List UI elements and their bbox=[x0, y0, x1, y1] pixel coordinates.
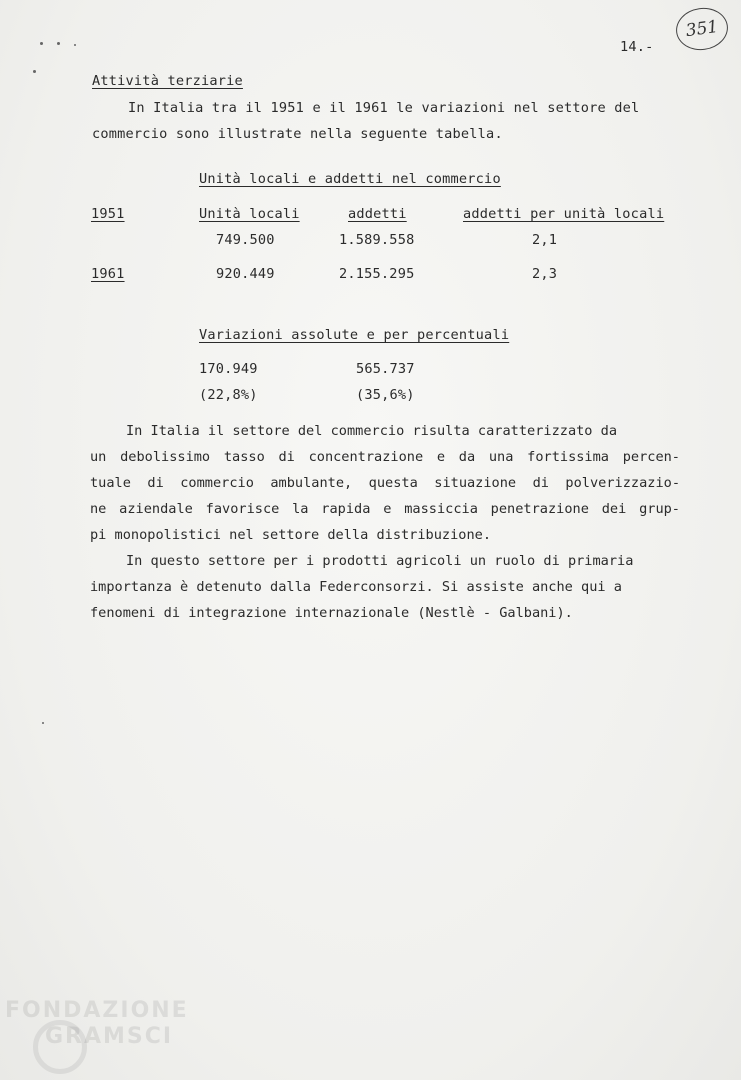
table-cell-employees-1951: 1.589.558 bbox=[339, 232, 415, 248]
variation-pct-employees: (35,6%) bbox=[356, 387, 415, 403]
archive-page-stamp-number: 351 bbox=[684, 16, 720, 42]
table-header-units: Unità locali bbox=[199, 206, 300, 222]
table-header-employees: addetti bbox=[348, 206, 407, 222]
variations-title: Variazioni assolute e per percentuali bbox=[199, 327, 510, 343]
table-year-1951: 1951 bbox=[91, 206, 125, 222]
intro-line-1: In Italia tra il 1951 e il 1961 le variazioni nel settore del bbox=[128, 100, 640, 116]
variation-pct-units: (22,8%) bbox=[199, 387, 258, 403]
table-cell-ratio-1951: 2,1 bbox=[532, 232, 558, 248]
paragraph-line: In Italia il settore del commercio risulta caratterizzato da bbox=[126, 423, 618, 439]
body-paragraph-2 bbox=[90, 548, 680, 626]
section-title: Attività terziarie bbox=[92, 73, 243, 89]
speck-mark bbox=[42, 722, 44, 724]
table-cell-ratio-1961: 2,3 bbox=[532, 266, 558, 282]
paragraph-line: ne aziendale favorisce la rapida e massiccia penetrazione dei grup- bbox=[90, 501, 680, 517]
intro-line-2: commercio sono illustrate nella seguente tabella. bbox=[92, 126, 503, 142]
table-header-ratio: addetti per unità locali bbox=[463, 206, 665, 222]
speck-mark bbox=[40, 42, 43, 45]
speck-mark bbox=[57, 42, 60, 45]
archive-watermark bbox=[5, 998, 189, 1078]
table-cell-employees-1961: 2.155.295 bbox=[339, 266, 415, 282]
page-number: 14.- bbox=[620, 39, 654, 55]
paragraph-line: fenomeni di integrazione internazionale (Nestlè - Galbani). bbox=[90, 605, 573, 621]
speck-mark bbox=[74, 44, 76, 46]
table-cell-units-1961: 920.449 bbox=[216, 266, 275, 282]
watermark-line-2: GRAMSCI bbox=[45, 1024, 174, 1049]
variation-abs-units: 170.949 bbox=[199, 361, 258, 377]
table-year-1961: 1961 bbox=[91, 266, 125, 282]
variation-abs-employees: 565.737 bbox=[356, 361, 415, 377]
watermark-ring bbox=[33, 1020, 87, 1074]
paragraph-line: tuale di commercio ambulante, questa situazione di polverizzazio- bbox=[90, 475, 680, 491]
table-cell-units-1951: 749.500 bbox=[216, 232, 275, 248]
speck-mark bbox=[33, 70, 36, 73]
watermark-line-1: FONDAZIONE bbox=[5, 998, 189, 1023]
body-paragraph-1 bbox=[90, 418, 680, 548]
archive-page-stamp bbox=[673, 5, 730, 54]
paragraph-line: un debolissimo tasso di concentrazione e da una fortissima percen- bbox=[90, 449, 680, 465]
paragraph-line: importanza è detenuto dalla Federconsorzi. Si assiste anche qui a bbox=[90, 579, 622, 595]
table-title: Unità locali e addetti nel commercio bbox=[199, 171, 501, 187]
paragraph-line: In questo settore per i prodotti agricoli un ruolo di primaria bbox=[126, 553, 634, 569]
paragraph-line: pi monopolistici nel settore della distribuzione. bbox=[90, 527, 492, 543]
